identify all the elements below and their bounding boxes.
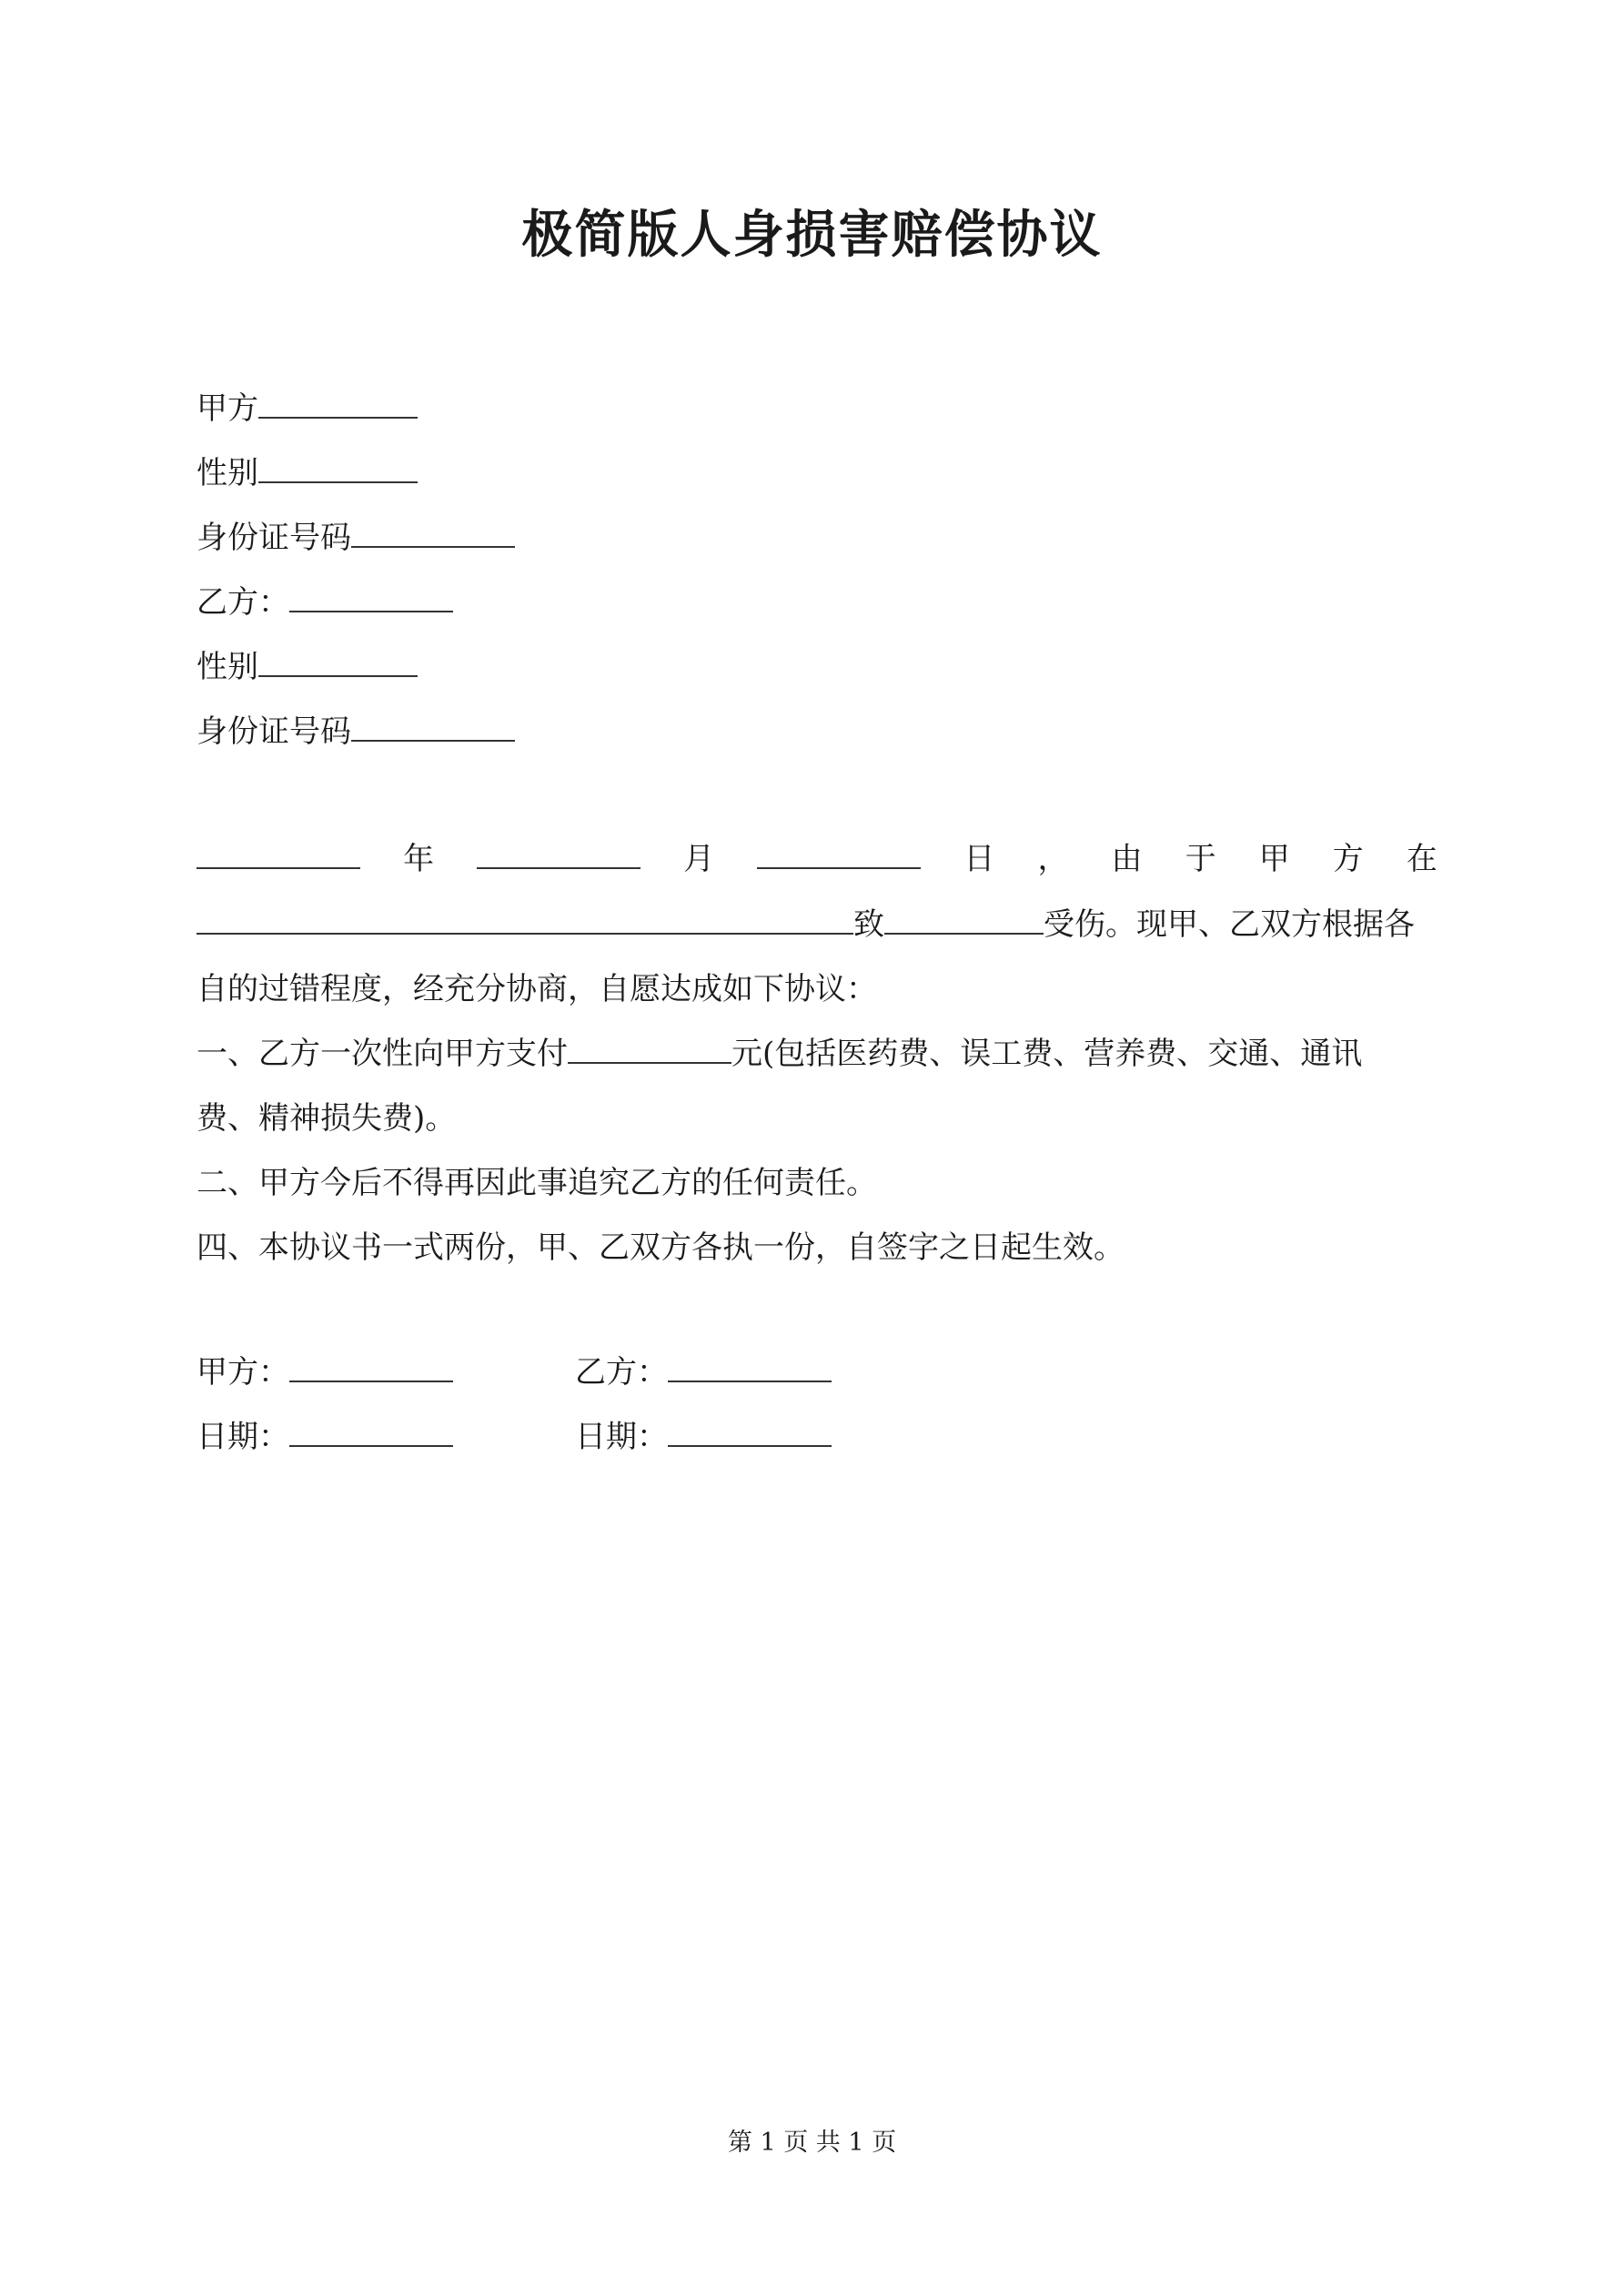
party-b-signature xyxy=(575,1350,832,1394)
party-b-gender-line xyxy=(197,645,418,689)
party-b-name-line xyxy=(197,581,453,624)
agreement-intro-text: 自的过错程度，经充分协商，自愿达成如下协议： xyxy=(197,971,877,1007)
party-a-sign-blank[interactable] xyxy=(289,1353,453,1382)
injury-text: 受伤。现甲、乙双方根据各 xyxy=(1044,906,1415,943)
char-jia: 甲 xyxy=(1258,841,1290,877)
party-a-label: 甲方 xyxy=(197,390,258,427)
party-a-gender-line xyxy=(197,451,418,495)
year-blank[interactable] xyxy=(197,840,360,869)
party-a-gender-label: 性别 xyxy=(197,455,258,491)
party-a-signature xyxy=(197,1350,453,1394)
clause-1-continuation xyxy=(197,1097,456,1140)
clause-4-text: 四、本协议书一式两份，甲、乙双方各执一份，自签字之日起生效。 xyxy=(197,1229,1125,1266)
party-b-sign-label: 乙方： xyxy=(575,1354,668,1391)
party-b-id-label: 身份证号码 xyxy=(197,713,351,750)
party-a-id-label: 身份证号码 xyxy=(197,520,351,556)
document-title: 极简版人身损害赔偿协议 xyxy=(521,205,1103,265)
cause-blank[interactable] xyxy=(884,905,1044,935)
party-b-date xyxy=(575,1415,832,1459)
party-a-date-blank[interactable] xyxy=(289,1418,453,1447)
incident-date-row xyxy=(197,837,1437,881)
clause-2-line xyxy=(197,1161,877,1205)
party-a-date-label: 日期： xyxy=(197,1419,289,1455)
char-zai: 在 xyxy=(1406,841,1437,877)
cause-label: 致 xyxy=(853,906,884,943)
month-label: 月 xyxy=(683,841,715,877)
clause-1-prefix: 一、乙方一次性向甲方支付 xyxy=(197,1036,568,1072)
incident-location-blank[interactable] xyxy=(197,905,853,935)
party-a-gender-blank[interactable] xyxy=(258,454,418,483)
incident-cause-line xyxy=(197,903,1415,946)
party-b-sign-blank[interactable] xyxy=(668,1353,832,1382)
page-footer: 第 1 页 共 1 页 xyxy=(727,2129,897,2157)
party-b-date-blank[interactable] xyxy=(668,1418,832,1447)
clause-4-line xyxy=(197,1226,1125,1269)
clause-1-cont-text: 费、精神损失费)。 xyxy=(197,1100,457,1137)
day-blank[interactable] xyxy=(757,840,921,869)
comma-char: ， xyxy=(1037,841,1069,877)
char-fang: 方 xyxy=(1332,841,1364,877)
clause-1-line xyxy=(197,1032,1362,1076)
year-label: 年 xyxy=(403,841,435,877)
party-a-sign-label: 甲方： xyxy=(197,1354,289,1391)
party-a-name-line xyxy=(197,387,418,430)
compensation-amount-blank[interactable] xyxy=(568,1035,731,1064)
party-a-id-line xyxy=(197,516,515,560)
party-b-label: 乙方： xyxy=(197,584,289,621)
party-b-gender-blank[interactable] xyxy=(258,648,418,677)
clause-2-text: 二、甲方今后不得再因此事追究乙方的任何责任。 xyxy=(197,1165,877,1201)
char-yu: 于 xyxy=(1185,841,1216,877)
party-b-id-line xyxy=(197,710,515,754)
party-b-id-blank[interactable] xyxy=(351,713,515,742)
party-b-date-label: 日期： xyxy=(575,1419,668,1455)
clause-1-suffix: 元(包括医药费、误工费、营养费、交通、通讯 xyxy=(731,1036,1363,1072)
party-b-gender-label: 性别 xyxy=(197,649,258,685)
agreement-intro-line xyxy=(197,967,877,1011)
party-a-id-blank[interactable] xyxy=(351,519,515,548)
day-label: 日 xyxy=(963,841,995,877)
char-you: 由 xyxy=(1111,841,1143,877)
party-a-name-blank[interactable] xyxy=(258,389,418,419)
party-b-name-blank[interactable] xyxy=(289,583,453,612)
month-blank[interactable] xyxy=(477,840,641,869)
party-a-date xyxy=(197,1415,453,1459)
